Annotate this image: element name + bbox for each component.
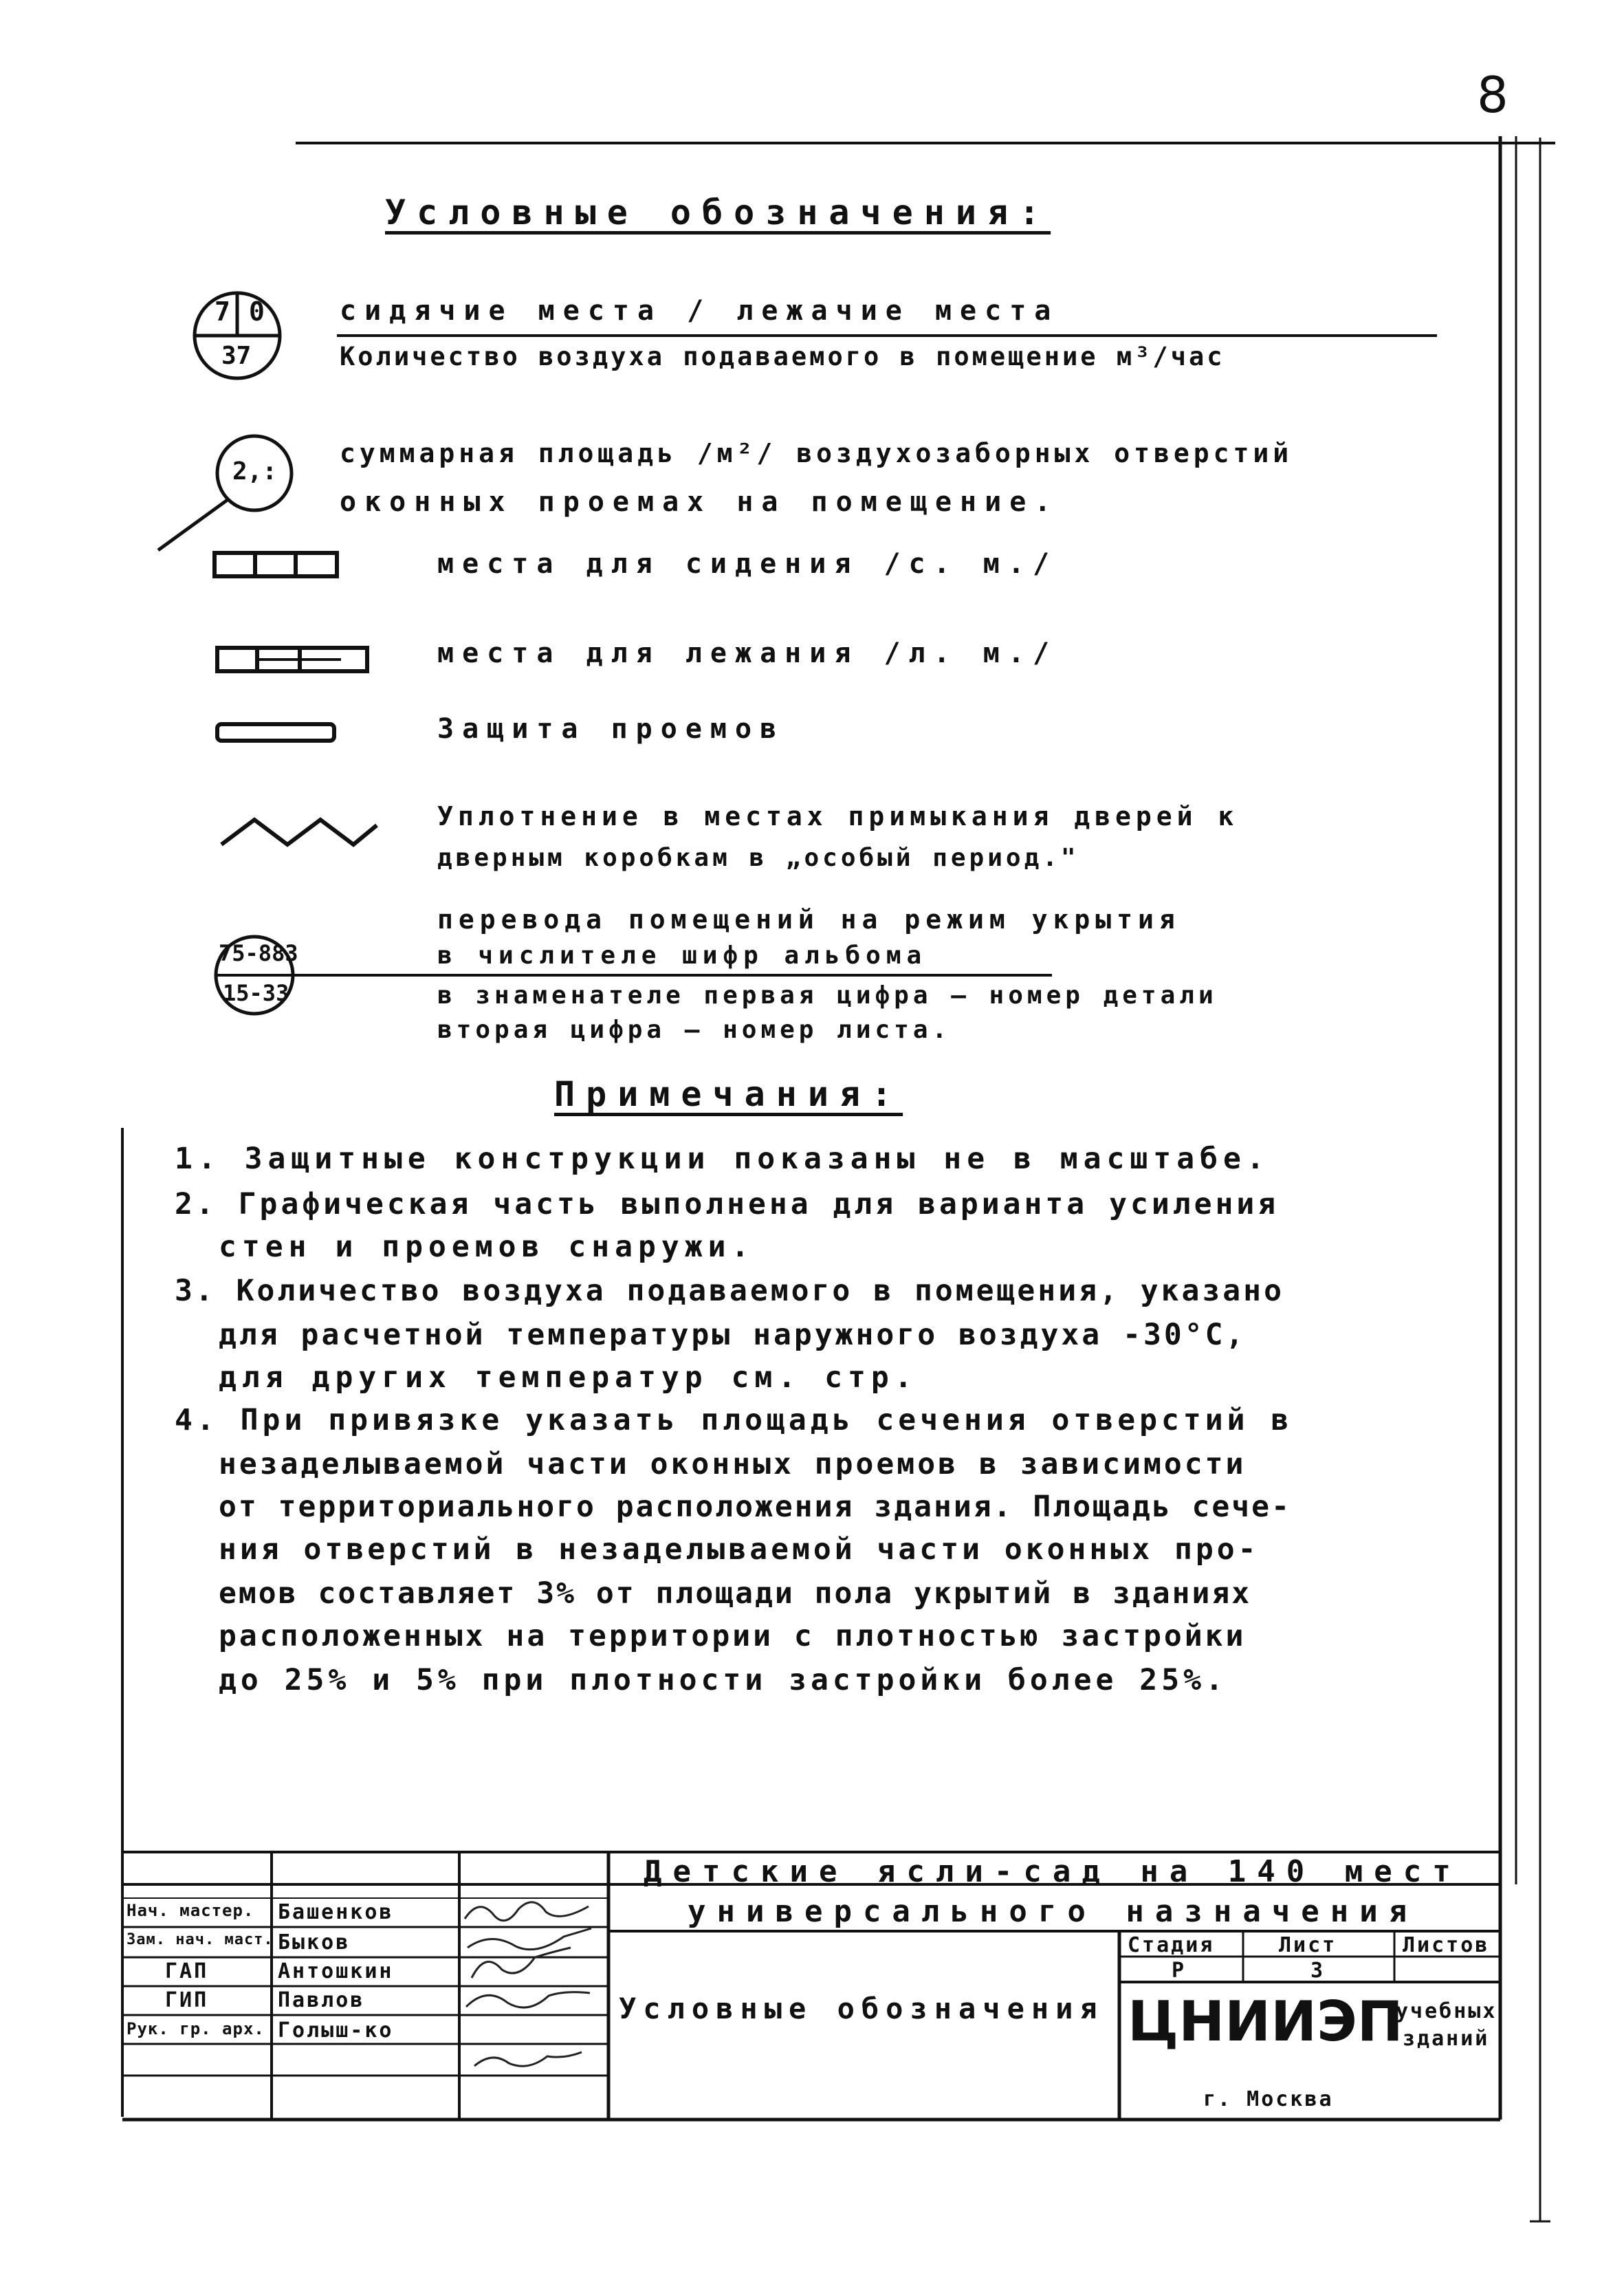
- role-name: Павлов: [278, 1988, 365, 2012]
- note-line: до 25% и 5% при плотности застройки более 25%.: [219, 1663, 1227, 1697]
- note-line: для расчетной температуры наружного воздуха -30°С,: [219, 1318, 1247, 1352]
- air-symbol-top-left: 7: [215, 296, 230, 327]
- role-name: Голыш-ко: [278, 2018, 394, 2043]
- ref-line-1: перевода помещений на режим укрытия: [437, 904, 1181, 935]
- ref-line-4: вторая цифра — номер листа.: [437, 1016, 952, 1044]
- sheet-title: Условные обозначения: [619, 1992, 1104, 2025]
- sheets-header: Листов: [1403, 1933, 1490, 1957]
- ref-symbol-bottom: 15-33: [223, 980, 289, 1006]
- air-symbol-top-right: 0: [249, 296, 265, 327]
- note-line: для других температур см. стр.: [219, 1360, 918, 1395]
- role-label: ГАП: [165, 1959, 209, 1983]
- note-line: стен и проемов снаружи.: [219, 1230, 755, 1264]
- stage-header: Стадия: [1128, 1933, 1215, 1957]
- seal-symbol: [221, 820, 377, 845]
- note-line: 1. Защитные конструкции показаны не в масштабе.: [175, 1142, 1270, 1176]
- seat-label: места для сидения /с. м./: [437, 548, 1058, 580]
- bed-label: места для лежания /л. м./: [437, 638, 1058, 669]
- note-line: от территориального расположения здания. Площадь сече-: [219, 1490, 1291, 1524]
- note-line: ния отверстий в незаделываемой части оконных про-: [219, 1532, 1260, 1567]
- stage-value: Р: [1172, 1959, 1187, 1983]
- notes-title: Примечания:: [554, 1074, 903, 1114]
- air-symbol-line-1: сидячие места / лежачие места: [340, 295, 1060, 327]
- page-number: 8: [1477, 66, 1508, 124]
- protection-symbol: [217, 724, 334, 741]
- note-line: незаделываемой части оконных проемов в зависимости: [219, 1447, 1247, 1481]
- role-name: Антошкин: [278, 1959, 394, 1983]
- project-title-line-2: универсального назначения: [688, 1894, 1418, 1929]
- note-line: расположенных на территории с плотностью застройки: [219, 1619, 1247, 1653]
- org-city: г. Москва: [1203, 2087, 1334, 2111]
- role-name: Башенков: [278, 1900, 394, 1924]
- sheet-header: Лист: [1279, 1933, 1337, 1957]
- vent-symbol-line-1: суммарная площадь /м²/ воздухозаборных отверстий: [340, 438, 1293, 468]
- vent-symbol-line-2: оконных проемах на помещение.: [340, 486, 1060, 518]
- air-symbol-line-2: Количество воздуха подаваемого в помещение м³/час: [340, 342, 1225, 371]
- org-sub-2: зданий: [1403, 2027, 1490, 2051]
- seal-line-2: дверным коробкам в „особый период.": [437, 844, 1079, 872]
- bed-symbol: [217, 648, 367, 671]
- vent-symbol-value: 2,:: [232, 457, 278, 486]
- ref-line-2: в числителе шифр альбома: [437, 941, 928, 970]
- role-label: ГИП: [165, 1988, 209, 2012]
- org-name: ЦНИИЭП: [1128, 1990, 1403, 2054]
- note-line: емов составляет 3% от площади пола укрытий в зданиях: [219, 1576, 1252, 1611]
- vent-area-symbol: [158, 436, 292, 550]
- air-symbol-bottom: 37: [221, 342, 252, 370]
- protection-label: Защита проемов: [437, 713, 785, 745]
- ref-line-3: в знаменателе первая цифра — номер детали: [437, 981, 1218, 1010]
- role-label: Зам. нач. маст.: [127, 1931, 274, 1948]
- sheet-value: 3: [1310, 1959, 1326, 1983]
- project-title-line-1: Детские ясли-сад на 140 мест: [644, 1854, 1462, 1889]
- ref-symbol-top: 75-883: [219, 940, 298, 966]
- seal-line-1: Уплотнение в местах примыкания дверей к: [437, 801, 1239, 831]
- title-block-grid: [122, 1852, 1500, 2120]
- org-sub-1: учебных: [1396, 1999, 1497, 2023]
- note-line: 4. При привязке указать площадь сечения отверстий в: [175, 1403, 1293, 1437]
- legend-title: Условные обозначения:: [385, 193, 1051, 232]
- role-label: Нач. мастер.: [127, 1901, 254, 1920]
- seat-symbol: [215, 553, 337, 576]
- role-label: Рук. гр. арх.: [127, 2019, 265, 2038]
- note-line: 2. Графическая часть выполнена для варианта усиления: [175, 1187, 1280, 1221]
- note-line: 3. Количество воздуха подаваемого в помещения, указано: [175, 1274, 1284, 1308]
- role-name: Быков: [278, 1930, 351, 1955]
